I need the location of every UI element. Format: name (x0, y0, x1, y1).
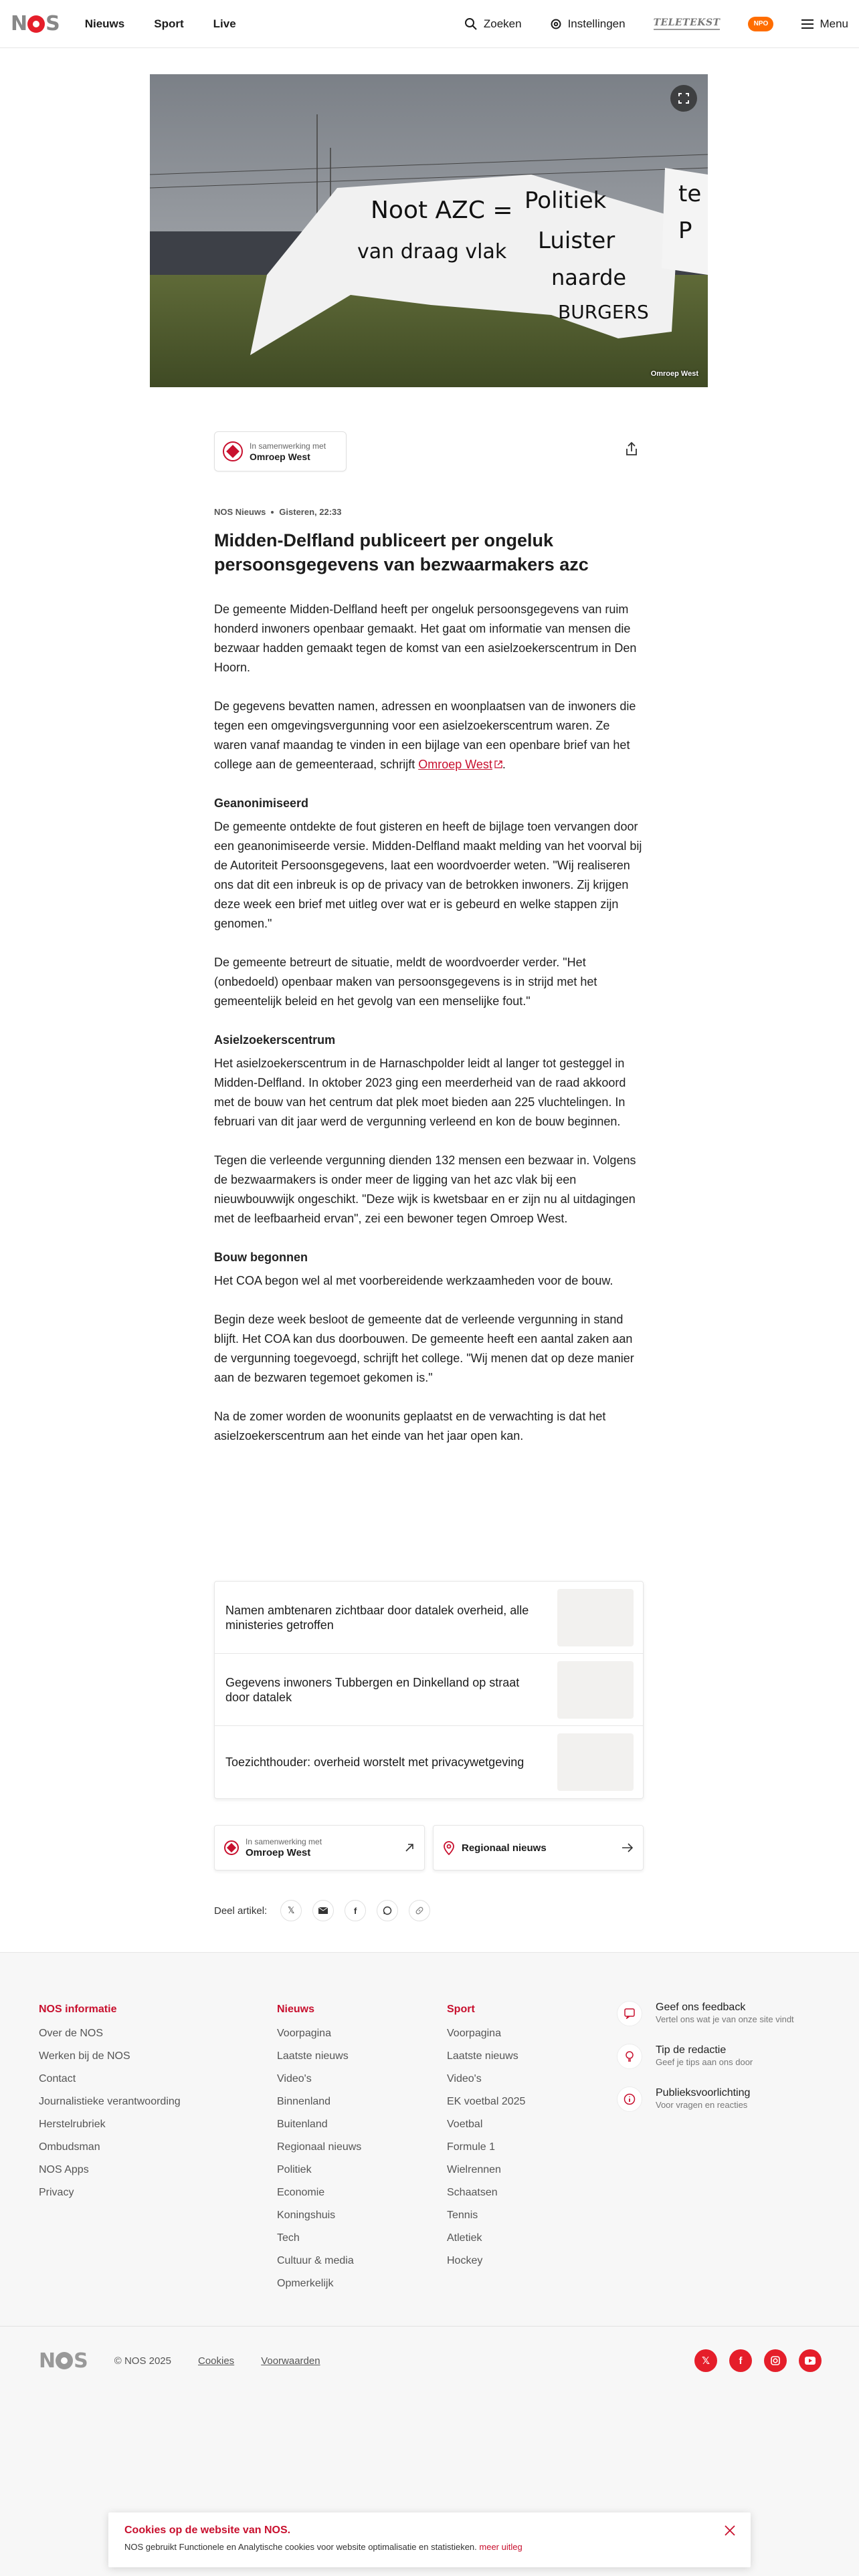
footer-link[interactable]: Formule 1 (447, 2141, 496, 2153)
footer-link[interactable]: NOS Apps (39, 2164, 89, 2175)
location-pin-icon (443, 1840, 455, 1855)
section-heading: Asielzoekerscentrum (214, 1033, 336, 1047)
footer-link[interactable]: Schaatsen (447, 2187, 498, 2198)
paragraph: De gegevens bevatten namen, adressen en woonplaatsen van de inwoners die tegen een omgevingsvergunning voor een asielzoekerscentrum waren. Ze waren vanaf maandag te vinden in een bijlage van een openbare brief van het college aan de gemeenteraad, schrijft Omroep West . (214, 700, 636, 771)
protest-banner-photo (150, 74, 708, 387)
footer-link[interactable]: Privacy (39, 2187, 74, 2198)
hero-image (150, 74, 708, 387)
article-title: Midden-Delfland publiceert per ongeluk persoonsgegevens van bezwaarmakers azc (214, 530, 589, 574)
social-links (694, 2349, 822, 2372)
search-button[interactable] (464, 17, 522, 31)
partner-name: Omroep West (250, 451, 310, 462)
share-icon (625, 441, 638, 456)
partner-row (214, 431, 644, 471)
mail-icon (318, 1907, 328, 1914)
npo-logo[interactable]: NPO (748, 17, 773, 31)
share-email-button[interactable] (312, 1900, 334, 1921)
footer-bottom (39, 2347, 822, 2374)
svg-text:te: te (678, 181, 702, 207)
footer-link[interactable]: EK voetbal 2025 (447, 2096, 526, 2107)
regional-news-card[interactable]: Regionaal nieuws (433, 1825, 644, 1870)
instagram-social-link[interactable] (764, 2349, 787, 2372)
article-body (214, 600, 644, 1465)
article-time: Gisteren, 22:33 (279, 507, 342, 517)
gear-icon (550, 18, 562, 30)
footer-col-title: NOS informatie (39, 2004, 117, 2015)
link-icon (415, 1906, 424, 1915)
bottom-cards (214, 1825, 644, 1870)
footer-link[interactable]: Video's (277, 2073, 312, 2084)
nos-logo[interactable]: N S (11, 12, 60, 35)
expand-image-button[interactable] (670, 85, 697, 112)
info-item[interactable]: Publieksvoorlichting Voor vragen en reacties (617, 2086, 831, 2112)
external-arrow-icon (404, 1842, 415, 1853)
nav-nieuws[interactable]: Nieuws (84, 17, 125, 30)
footer-feedback (617, 2001, 831, 2129)
footer-link[interactable]: Journalistieke verantwoording (39, 2096, 181, 2107)
footer-link[interactable]: Regionaal nieuws (277, 2141, 362, 2153)
site-header (0, 0, 859, 48)
share-whatsapp-button[interactable] (377, 1900, 398, 1921)
related-item[interactable]: Toezichthouder: overheid worstelt met privacywetgeving (215, 1726, 643, 1798)
paragraph: Het COA begon wel al met voorbereidende werkzaamheden voor de bouw. (214, 1274, 613, 1287)
footer-nos-logo[interactable]: N S (39, 2349, 88, 2373)
close-icon (724, 2525, 736, 2537)
footer-link[interactable]: Opmerkelijk (277, 2278, 334, 2289)
feedback-item[interactable]: Geef ons feedback Vertel ons wat je van onze site vindt (617, 2001, 831, 2026)
footer-link[interactable]: Laatste nieuws (447, 2050, 518, 2062)
footer-link[interactable]: Voorpagina (447, 2028, 501, 2039)
footer-col-title: Sport (447, 2004, 475, 2015)
external-link-icon (494, 760, 502, 768)
related-item[interactable]: Namen ambtenaren zichtbaar door datalek overheid, alle ministeries getroffen (215, 1582, 643, 1654)
svg-text:van draag vlak: van draag vlak (357, 240, 507, 263)
footer-link[interactable]: Ombudsman (39, 2141, 100, 2153)
svg-text:Politiek: Politiek (524, 187, 607, 214)
omroep-west-link[interactable]: Omroep West (418, 758, 492, 771)
instagram-icon (770, 2355, 781, 2366)
x-icon: 𝕏 (701, 2355, 710, 2367)
related-item[interactable]: Gegevens inwoners Tubbergen en Dinkelland op straat door datalek (215, 1654, 643, 1726)
footer-link[interactable]: Video's (447, 2073, 482, 2084)
feedback-icon (617, 2001, 642, 2026)
related-thumbnail (557, 1733, 634, 1791)
share-row (214, 1900, 430, 1921)
svg-text:Luister: Luister (538, 227, 615, 254)
lightbulb-icon (617, 2044, 642, 2069)
omroep-west-logo (223, 441, 243, 461)
tip-item[interactable]: Tip de redactie Geef je tips aan ons door (617, 2044, 831, 2069)
youtube-icon (805, 2357, 816, 2365)
paragraph: Na de zomer worden de woonunits geplaatst en de verwachting is dat het asielzoekerscentrum aan het einde van het jaar open kan. (214, 1410, 606, 1442)
footer-link[interactable]: Over de NOS (39, 2028, 104, 2039)
copy-link-button[interactable] (409, 1900, 430, 1921)
copyright: © NOS 2025 (114, 2355, 171, 2367)
terms-link[interactable]: Voorwaarden (261, 2355, 320, 2367)
footer-link[interactable]: Atletiek (447, 2232, 482, 2244)
whatsapp-icon (383, 1906, 392, 1915)
hamburger-icon (801, 19, 814, 29)
arrow-right-icon (622, 1843, 634, 1852)
image-credit: Omroep West (650, 370, 698, 378)
paragraph: De gemeente betreurt de situatie, meldt de woordvoerder verder. "Het (onbedoeld) openbaar maken van persoonsgegevens is in strijd met het gemeentelijk beleid en het gevolg van een menselijke fout." (214, 956, 597, 1008)
cookie-banner (108, 2512, 751, 2567)
settings-button[interactable] (550, 17, 626, 31)
partner-small-text: In samenwerking met (250, 441, 326, 451)
facebook-social-link[interactable] (729, 2349, 752, 2372)
footer-col-sport (447, 2004, 525, 2272)
share-facebook-button[interactable] (345, 1900, 366, 1921)
paragraph: De gemeente Midden-Delfland heeft per ongeluk persoonsgegevens van ruim honderd inwoners openbaar gemaakt. Het gaat om informatie van mensen die bezwaar hadden gemaakt tegen de komst van een asielzoekerscentrum in Den Hoorn. (214, 603, 637, 674)
nav-live[interactable]: Live (213, 17, 236, 30)
footer-col-nos-informatie (39, 2004, 181, 2204)
search-label: Zoeken (483, 17, 522, 30)
footer-link[interactable]: Voetbal (447, 2119, 483, 2130)
footer-link[interactable]: Cultuur & media (277, 2255, 354, 2266)
article-source: NOS Nieuws (214, 507, 266, 517)
site-footer (0, 1952, 859, 2576)
footer-link[interactable]: Hockey (447, 2255, 483, 2266)
svg-text:BURGERS: BURGERS (558, 301, 649, 323)
footer-link[interactable]: Voorpagina (277, 2028, 331, 2039)
footer-link[interactable]: Tech (277, 2232, 300, 2244)
cookies-link[interactable]: Cookies (197, 2355, 235, 2367)
cookie-text: NOS gebruikt Functionele en Analytische cookies voor website optimalisatie en statistieken. meer uitleg (124, 2542, 522, 2552)
footer-link[interactable]: Politiek (277, 2164, 312, 2175)
expand-icon (678, 93, 689, 104)
cookie-close-button[interactable] (721, 2522, 739, 2539)
paragraph: Begin deze week besloot de gemeente dat de verleende vergunning in stand blijft. Het COA kan dus doorbouwen. De gemeente heeft een aantal zaken aan de vergunning toegevoegd, schrijft het college. "Wij menen dat op deze manier aan de bezwaren tegemoet gekomen is." (214, 1313, 634, 1384)
omroep-west-card[interactable]: In samenwerking met Omroep West (214, 1825, 425, 1870)
facebook-icon: f (354, 1905, 357, 1916)
youtube-social-link[interactable] (799, 2349, 822, 2372)
footer-link[interactable]: Herstelrubriek (39, 2119, 106, 2130)
nav-sport[interactable]: Sport (154, 17, 184, 30)
partner-badge[interactable] (214, 431, 347, 471)
svg-text:Noot AZC =: Noot AZC = (371, 197, 513, 224)
info-icon (617, 2086, 642, 2112)
footer-link[interactable]: Binnenland (277, 2096, 331, 2107)
footer-link[interactable]: Werken bij de NOS (39, 2050, 130, 2062)
related-thumbnail (557, 1589, 634, 1646)
footer-link[interactable]: Tennis (447, 2210, 478, 2221)
omroep-west-logo (224, 1840, 239, 1855)
cookie-more-link[interactable]: meer uitleg (479, 2542, 522, 2552)
facebook-icon: f (739, 2355, 743, 2367)
share-button[interactable] (619, 437, 644, 461)
teletekst-link[interactable]: TELETEKST (654, 17, 721, 30)
footer-link[interactable]: Koningshuis (277, 2210, 336, 2221)
svg-text:naarde: naarde (551, 265, 627, 290)
related-articles (214, 1581, 644, 1799)
svg-text:P: P (678, 217, 692, 244)
menu-button[interactable] (801, 17, 848, 31)
section-heading: Geanonimiseerd (214, 796, 309, 810)
footer-col-title: Nieuws (277, 2004, 315, 2015)
search-icon (464, 17, 478, 31)
x-social-link[interactable] (694, 2349, 717, 2372)
footer-link[interactable]: Economie (277, 2187, 325, 2198)
related-thumbnail (557, 1661, 634, 1719)
article-meta (214, 507, 342, 517)
footer-divider (0, 2326, 859, 2327)
share-label: Deel artikel: (214, 1905, 268, 1917)
footer-col-nieuws (277, 2004, 361, 2295)
paragraph: Het asielzoekerscentrum in de Harnaschpolder leidt al langer tot gesteggel in Midden-Delfland. In oktober 2023 ging een meerderheid van de raad akkoord met de bouw van het centrum dat plek moet bieden aan 225 vluchtelingen. In februari van dit jaar werd de vergunning verleend en kon de bouw beginnen. (214, 1057, 626, 1128)
x-icon: 𝕏 (287, 1905, 295, 1915)
share-x-button[interactable] (280, 1900, 302, 1921)
paragraph: De gemeente ontdekte de fout gisteren en heeft de bijlage toen vervangen door een geanonimiseerde versie. Midden-Delfland maakt melding van het voorval bij de Autoriteit Persoonsgegevens, laat een woordvoerder weten. "Wij realiseren ons dat dit een inbreuk is op de privacy van de betrokken inwoners. Zij krijgen deze week een brief met uitleg over wat er is gebeurd en welke stappen zijn genomen." (214, 820, 642, 930)
settings-label: Instellingen (567, 17, 626, 30)
menu-label: Menu (820, 17, 848, 30)
main-nav (85, 17, 236, 31)
cookie-title: Cookies op de website van NOS. (124, 2525, 291, 2536)
footer-link[interactable]: Laatste nieuws (277, 2050, 349, 2062)
footer-link[interactable]: Buitenland (277, 2119, 328, 2130)
section-heading: Bouw begonnen (214, 1251, 308, 1264)
footer-link[interactable]: Contact (39, 2073, 76, 2084)
footer-link[interactable]: Wielrennen (447, 2164, 501, 2175)
paragraph: Tegen die verleende vergunning dienden 132 mensen een bezwaar in. Volgens de bezwaarmakers is onder meer de ligging van het azc vlak bij een nieuwbouwwijk ongeschikt. "Deze wijk is kwetsbaar en er zijn nu al uitdagingen met de leefbaarheid ervan", zei een bewoner tegen Omroep West. (214, 1154, 636, 1225)
